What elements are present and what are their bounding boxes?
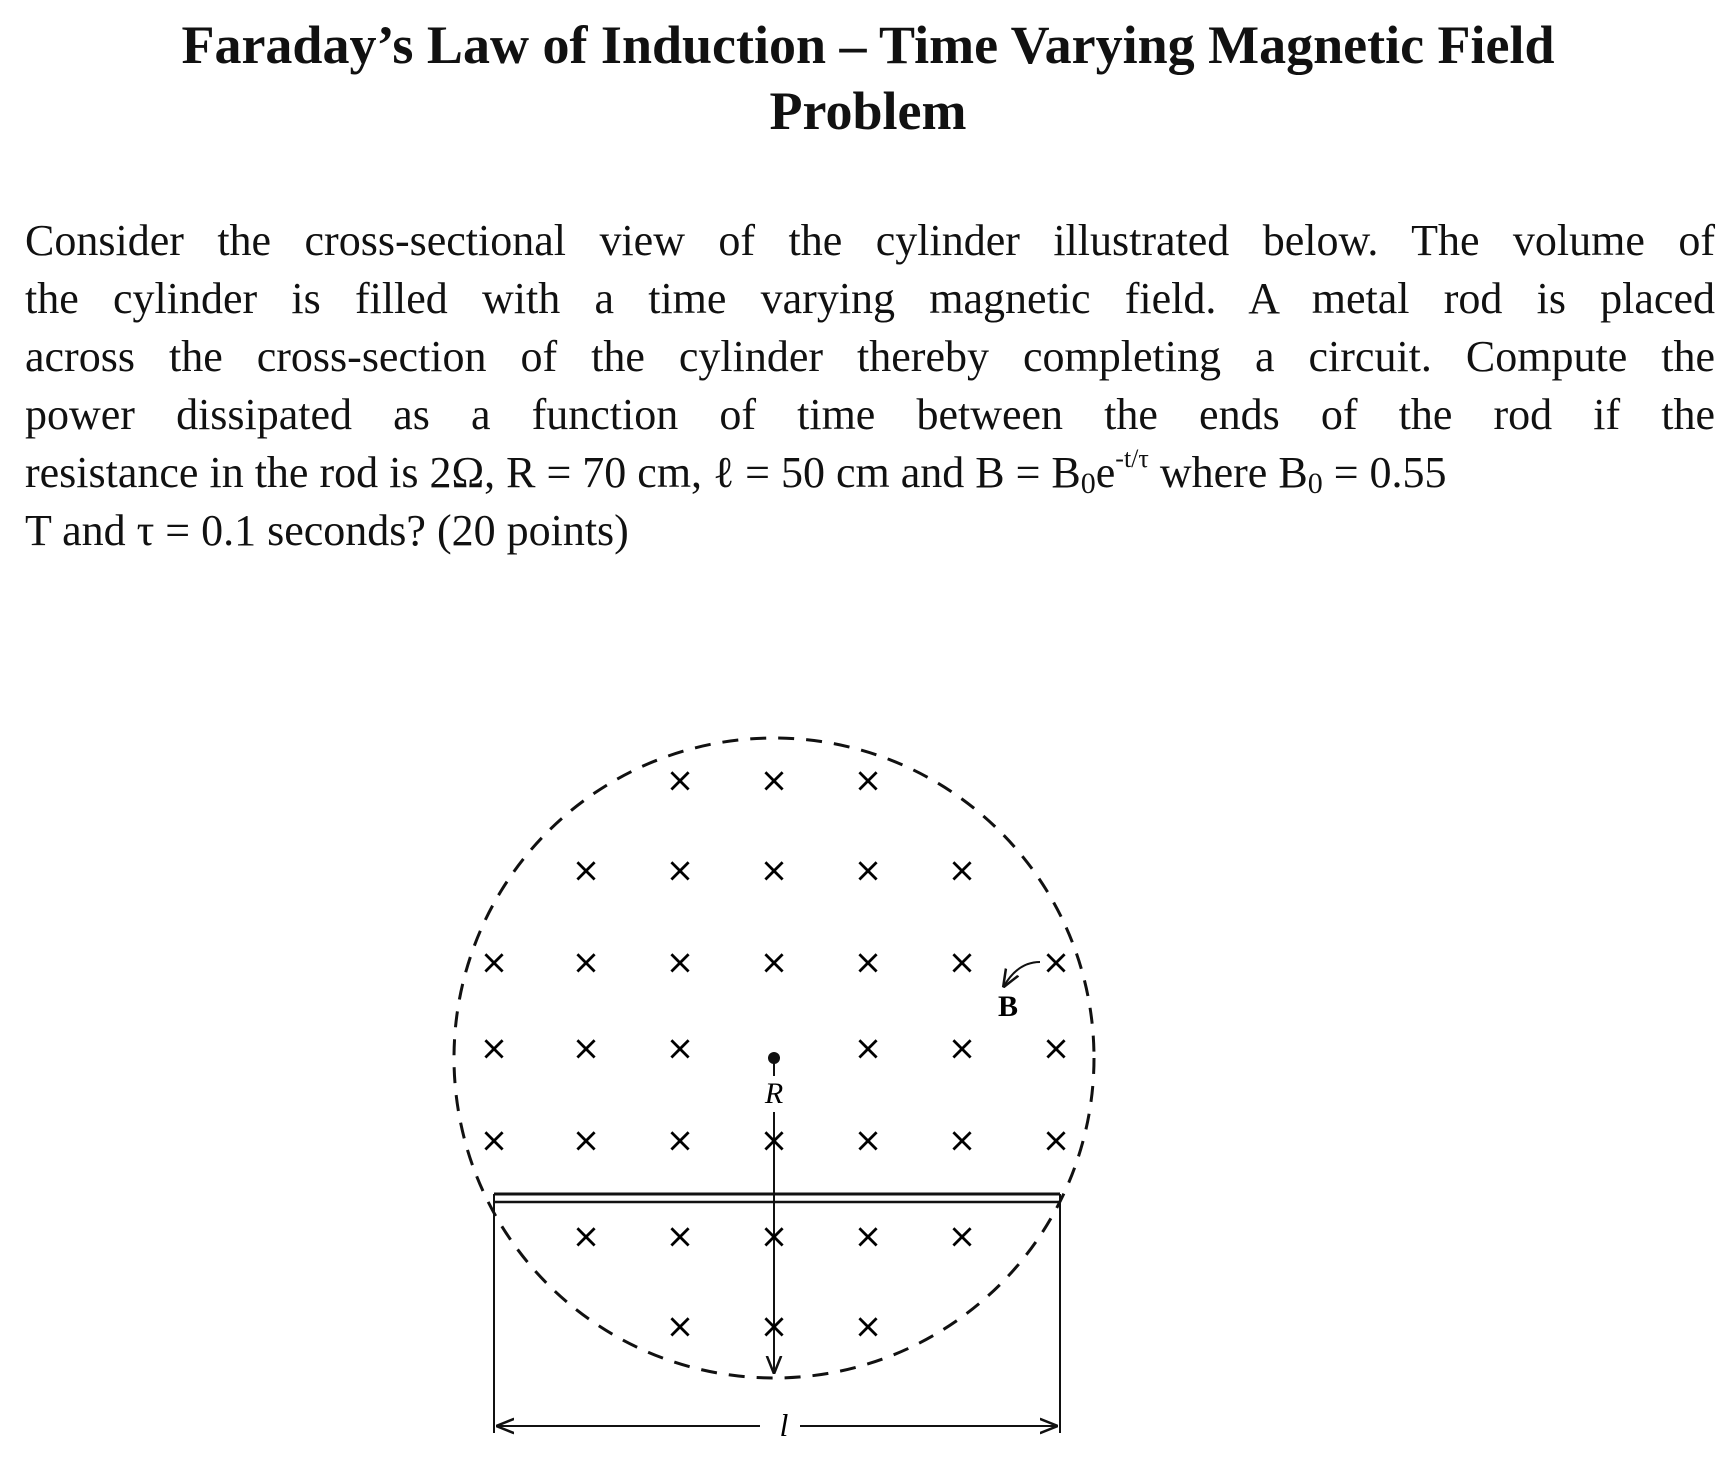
field-cross: ×	[947, 942, 977, 983]
field-cross: ×	[479, 1028, 509, 1069]
label-r: R	[764, 1077, 784, 1110]
exponent: -t/τ	[1115, 444, 1149, 473]
cylinder-figure	[0, 700, 1736, 1465]
b0-subscript-2: 0	[1307, 467, 1323, 500]
field-cross: ×	[665, 942, 695, 983]
field-cross: ×	[1041, 1120, 1071, 1161]
field-cross: ×	[1041, 1028, 1071, 1069]
field-cross: ×	[665, 760, 695, 801]
field-cross: ×	[571, 850, 601, 891]
exponential-e: e	[1095, 448, 1116, 497]
field-cross: ×	[759, 942, 789, 983]
field-cross: ×	[853, 1120, 883, 1161]
field-cross: ×	[759, 850, 789, 891]
problem-statement	[25, 212, 1715, 560]
b-pointer-arrow	[1004, 962, 1040, 986]
field-cross: ×	[853, 1028, 883, 1069]
problem-line-5-post: where B	[1148, 448, 1308, 497]
title-line-1: Faraday’s Law of Induction – Time Varying Magnetic Field	[181, 15, 1555, 75]
problem-line-5-end: = 0.55	[1322, 448, 1447, 497]
label-b: B	[997, 990, 1019, 1023]
field-cross: ×	[665, 1216, 695, 1257]
b0-subscript: 0	[1080, 467, 1096, 500]
field-cross: ×	[665, 1306, 695, 1347]
field-cross: ×	[947, 1028, 977, 1069]
problem-line-1: Consider the cross-sectional view of the cylinder illustrated below. The volume of	[25, 216, 1715, 265]
field-cross: ×	[1041, 942, 1071, 983]
field-cross: ×	[947, 1120, 977, 1161]
problem-line-2: the cylinder is filled with a time varying magnetic field. A metal rod is placed	[25, 274, 1715, 323]
field-cross: ×	[571, 942, 601, 983]
field-cross: ×	[571, 1216, 601, 1257]
problem-line-3: across the cross-section of the cylinder thereby completing a circuit. Compute the	[25, 332, 1715, 381]
field-cross: ×	[665, 850, 695, 891]
problem-line-5-pre: resistance in the rod is 2Ω, R = 70 cm, ℓ = 50 cm and B = B	[25, 448, 1081, 497]
field-cross: ×	[853, 760, 883, 801]
field-cross: ×	[853, 942, 883, 983]
field-cross: ×	[759, 1216, 789, 1257]
field-cross: ×	[759, 760, 789, 801]
field-cross: ×	[759, 1306, 789, 1347]
field-cross: ×	[853, 850, 883, 891]
title-line-2: Problem	[769, 81, 967, 141]
label-l: l	[779, 1407, 789, 1443]
field-cross: ×	[853, 1306, 883, 1347]
field-cross: ×	[479, 1120, 509, 1161]
field-cross: ×	[479, 942, 509, 983]
problem-line-5	[25, 444, 1715, 502]
problem-line-4: power dissipated as a function of time between the ends of the rod if the	[25, 390, 1715, 439]
field-cross: ×	[571, 1120, 601, 1161]
field-cross: ×	[759, 1120, 789, 1161]
field-cross: ×	[947, 850, 977, 891]
field-cross: ×	[853, 1216, 883, 1257]
field-cross: ×	[947, 1216, 977, 1257]
field-cross: ×	[571, 1028, 601, 1069]
page-title	[0, 12, 1736, 144]
field-cross: ×	[665, 1120, 695, 1161]
problem-line-6: T and τ = 0.1 seconds? (20 points)	[25, 506, 629, 555]
cylinder-diagram	[0, 700, 1736, 1465]
field-cross: ×	[665, 1028, 695, 1069]
